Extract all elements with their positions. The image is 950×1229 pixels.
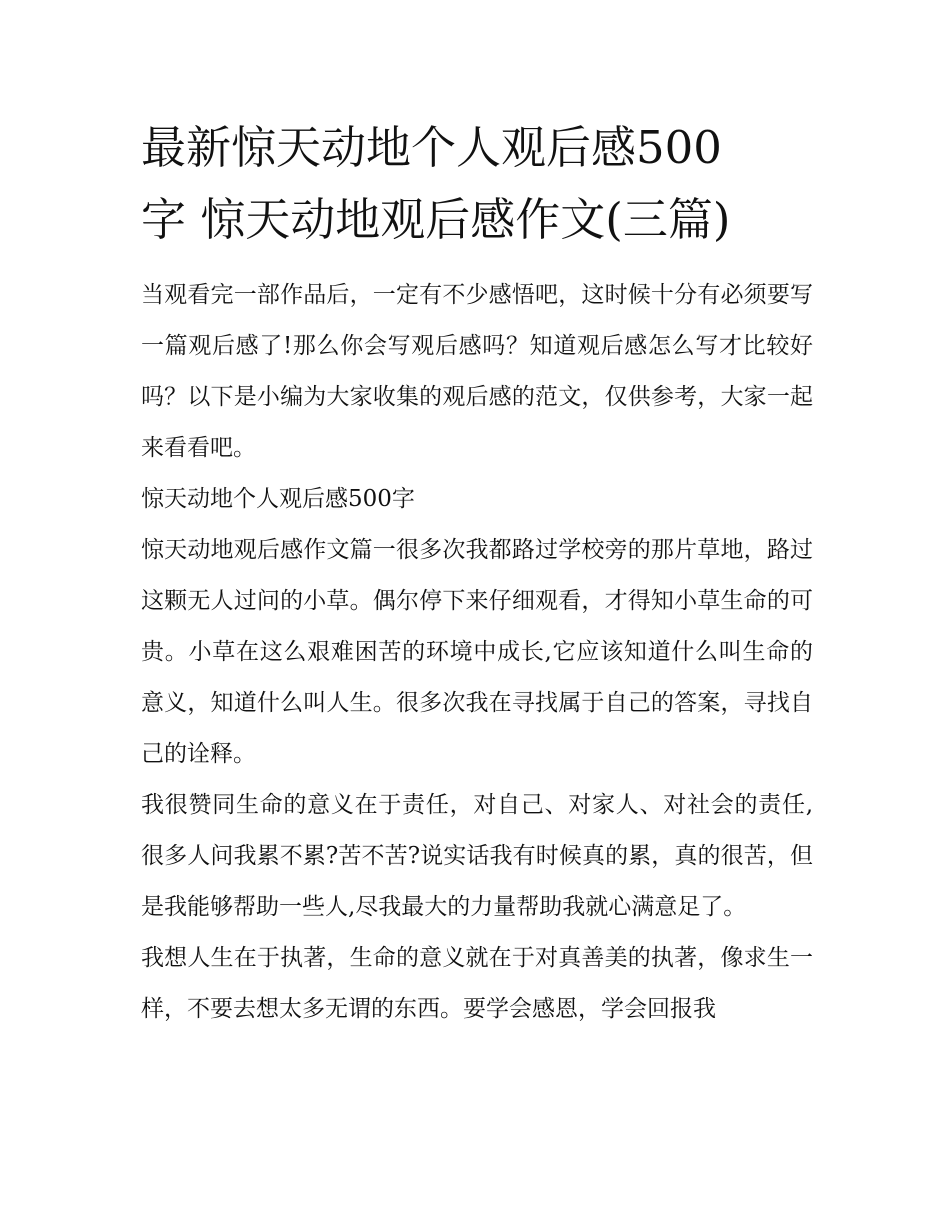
body-paragraph: 我很赞同生命的意义在于责任，对自己、对家人、对社会的责任,很多人问我累不累?苦不苦?说实话我有时候真的累，真的很苦，但是我能够帮助一些人,尽我最大的力量帮助我就心满意足了。 [141,792,813,920]
body-paragraph: 我想人生在于执著，生命的意义就在于对真善美的执著，像求生一样，不要去想太多无谓的东西。要学会感恩，学会回报我 [141,945,813,1022]
section-heading: 惊天动地个人观后感500字 [141,486,415,512]
intro-paragraph: 当观看完一部作品后，一定有不少感悟吧，这时候十分有必须要写一篇观后感了!那么你会写观后感吗？知道观后感怎么写才比较好吗？以下是小编为大家收集的观后感的范文，仅供参考，大家一起来看看吧。 [141,282,813,461]
body-paragraph: 惊天动地观后感作文篇一很多次我都路过学校旁的那片草地，路过这颗无人过问的小草。偶尔停下来仔细观看，才得知小草生命的可贵。小草在这么艰难困苦的环境中成长,它应该知道什么叫生命的意义，知道什么叫人生。很多次我在寻找属于自己的答案，寻找自己的诠释。 [141,537,813,767]
document-title [141,112,813,256]
document-body [141,112,813,1035]
title-line-2: 字 惊天动地观后感作文(三篇) [141,193,731,246]
title-line-1: 最新惊天动地个人观后感500 [141,121,722,174]
